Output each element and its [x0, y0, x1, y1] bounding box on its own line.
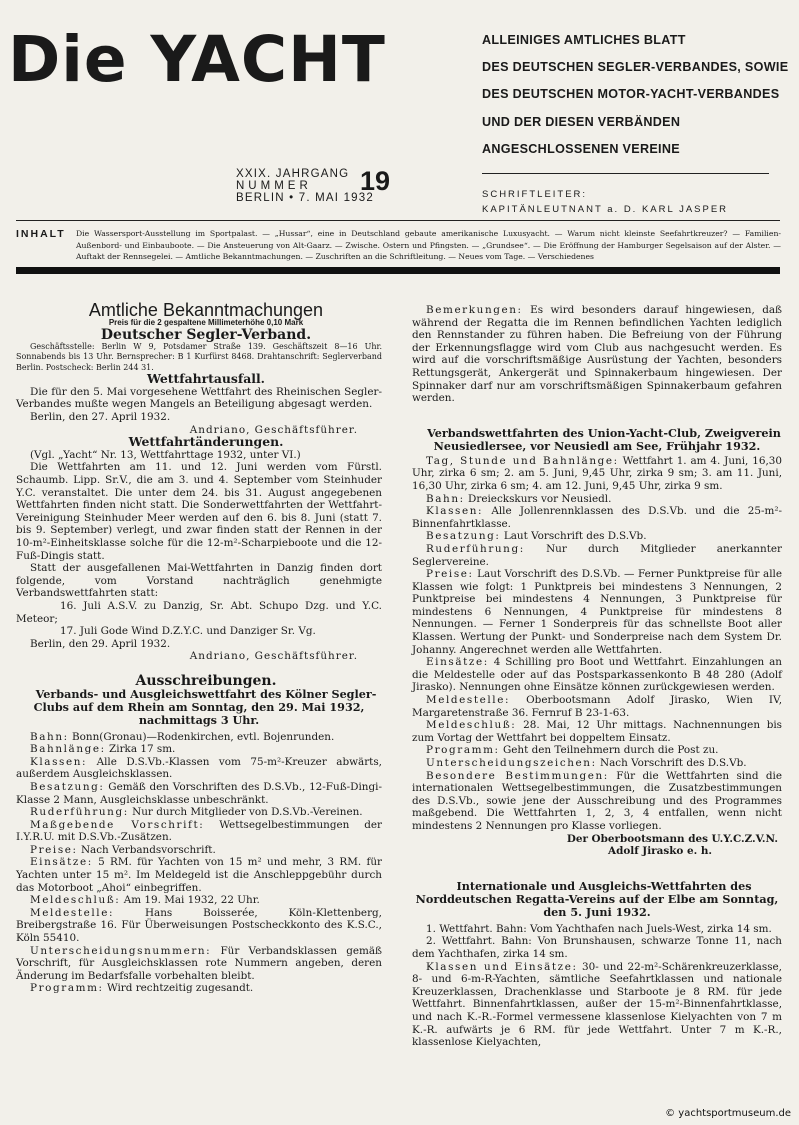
dsv-heading: Deutscher Segler-Verband.	[100, 327, 312, 344]
entry-text: Gemäß den Vorschriften des D.S.Vb., 12-Fuß-Dingi-Klasse 2 Mann, Ausgleichsklasse unbeschränkt.	[16, 780, 382, 806]
left-column	[16, 300, 382, 995]
subtitle-line: ALLEINIGES AMTLICHES BLATT	[482, 33, 686, 47]
entry-label: Besondere Bestimmungen:	[426, 769, 609, 782]
entry-text: Laut Vorschrift des D.S.Vb.	[503, 530, 647, 543]
dsv-info: Geschäftsstelle: Berlin W 9, Potsdamer Straße 139. Geschäftszeit 8—16 Uhr. Sonnabends bis 13 Uhr. Bernsprecher: B 1 Kurfürst 8468. Drahtanschrift: Seglerverband Berlin. Postscheck: Berlin 244 31.	[16, 341, 382, 372]
entry-label: Bemerkungen:	[426, 304, 523, 316]
entry-text: Laut Vorschrift des D.S.Vb. — Ferner Punktpreise für alle Klassen wie folgt: 1 Punktpreis bei mindestens 3 Nennungen, 2 Punktpreise bei mindestens 4 Nennungen, 3 Punktpreise für mindestens 6 Nennungen, 4 Punktpreise für mindestens 8 Nennungen. — Ferner 1 Sonderpreis für das schnellste Boot aller Klassen. Wertung der Punkt- und Sonderpreise nach dem System Dr. Johanny. Angerechnet werden alle Wettfahrten.	[412, 568, 782, 656]
entry-text: Es wird besonders darauf hingewiesen, daß während der Regatta die im Rennen befindlichen Yachten lediglich den Rennstander zu führen haben. Die Befreiung von der Führung der Erkennungsflagge wird vom Club aus nachgesucht werden. Es wird auf die vorschriftsmäßige Ausrüstung der Yachten, besonders Rettungsgerät, Ankergerät und Spinnakerbaum hingewiesen. Der Spinnaker darf nur am vorschriftsmäßigen Spinnakerbaum gefahren werden.	[412, 304, 782, 405]
event-heading: Verbands- und Ausgleichswettfahrt des Kölner Segler-Clubs auf dem Rhein am Sonntag, den 29. Mai 1932, nachmittags 3 Uhr.	[33, 686, 377, 727]
entry-label: Preise:	[30, 843, 78, 856]
masthead-subtitle	[482, 30, 792, 166]
entry	[16, 743, 382, 756]
paragraph: Die für den 5. Mai vorgesehene Wettfahrt des Rheinischen Segler-Verbandes mußte wegen Mangels an Beteiligung abgesagt werden.	[16, 385, 382, 411]
entry-text: Am 19. Mai 1932, 22 Uhr.	[123, 894, 260, 907]
signature: Andriano, Geschäftsführer.	[189, 423, 358, 436]
entry-label: Klassen:	[426, 505, 484, 518]
entry-label: Meldeschluß:	[30, 894, 121, 907]
entry-label: Besatzung:	[30, 780, 105, 793]
entry-text: Hans Boisserée, Köln-Klettenberg, Breibergstraße 16. Für Überweisungen Postscheckkonto des K.S.C., Köln 55410.	[16, 906, 382, 945]
entry-text: Nach Verbandsvorschrift.	[80, 843, 216, 856]
entry-label: Besatzung:	[426, 530, 501, 543]
entry-label: Unterscheidungszeichen:	[426, 757, 597, 769]
entry-label: Unterscheidungsnummern:	[30, 944, 212, 957]
entry	[16, 844, 382, 857]
entry	[16, 806, 382, 819]
list-item: 16. Juli A.S.V. zu Danzig, Sr. Abt. Schupo Dzg. und Y.C. Meteor;	[16, 599, 382, 625]
entry-label: Preise:	[426, 568, 474, 581]
paragraph: Statt der ausgefallenen Mai-Wettfahrten in Danzig finden dort folgende, vom Vorstand nachträglich genehmigte Verbandswettfahrten statt:	[16, 562, 382, 600]
entry	[412, 694, 782, 719]
reference: (Vgl. „Yacht“ Nr. 13, Wettfahrttage 1932, unter VI.)	[30, 448, 301, 461]
entry-label: Klassen:	[30, 755, 88, 768]
entry	[16, 894, 382, 907]
entry	[16, 907, 382, 945]
right-column	[412, 304, 782, 1049]
place-date: BERLIN • 7. MAI 1932	[236, 192, 374, 204]
price-note: Preis für die 2 gespaltene Millimeterhöhe 0,10 Mark	[108, 317, 304, 327]
entry-text: Für die Wettfahrten sind die internationalen Wettsegelbestimmungen, die Zusatzbestimmungen des D.S.Vb., sowie jene der Ausschreibung und des Programmes maßgebend. Die Wettfahrten 1, 2, 3, 4 entfallen, wenn nicht mindestens 2 Nennungen pro Klasse vorliegen.	[412, 769, 782, 832]
section-heading: Wettfahrtausfall.	[147, 371, 265, 387]
entry-label: Klassen und Einsätze:	[426, 960, 578, 973]
signature: Adolf Jirasko e. h.	[608, 845, 712, 858]
entry-text: 30- und 22-m²-Schärenkreuzerklasse, 8- und 6-m-R-Yachten, sämtliche Seefahrtklassen und nationale Kreuzerklassen, Drachenklasse und Starboote je 8 RM. für jede Wettfahrt. Binnenfahrtklassen, außer der 15-m²-Binnenfahrtklasse, und nach K.-R.-Formel vermessene klassenlose Kielyachten von 7 m K.-R. aufwärts je 6 RM. für jede Wettfahrt. Unter 7 m K.-R., klassenlose Kielyachten,	[412, 960, 782, 1049]
entry	[412, 568, 782, 656]
entry	[412, 493, 782, 506]
entry	[412, 719, 782, 744]
list-item: 17. Juli Gode Wind D.Z.Y.C. und Danziger Sr. Vg.	[60, 625, 316, 638]
entry-label: Meldeschluß:	[426, 719, 517, 732]
watermark: © yachtsportmuseum.de	[665, 1108, 791, 1119]
entry-text: Geht den Teilnehmern durch die Post zu.	[502, 744, 719, 757]
entry-label: Programm:	[30, 982, 104, 995]
event-heading: Internationale und Ausgleichs-Wettfahrten des Norddeutschen Regatta-Vereins auf der Elbe am Sonntag, den 5. Juni 1932.	[415, 878, 779, 919]
entry-text: Nach Vorschrift des D.S.Vb.	[600, 757, 747, 769]
entry	[412, 757, 782, 770]
volume: XXIX. JAHRGANG	[236, 168, 350, 180]
entry-text: Bonn(Gronau)—Rodenkirchen, evtl. Bojenrunden.	[72, 730, 335, 743]
entry	[412, 530, 782, 543]
subtitle-line: DES DEUTSCHEN MOTOR-YACHT-VERBANDES	[482, 87, 780, 102]
entry	[412, 505, 782, 530]
date-line: Berlin, den 27. April 1932.	[30, 411, 171, 424]
entry-label: Ruderführung:	[426, 542, 525, 555]
date-line: Berlin, den 29. April 1932.	[30, 637, 171, 650]
page-title: Amtliche Bekanntmachungen	[88, 300, 324, 320]
number-label: NUMMER	[236, 180, 312, 192]
entry-label: Maßgebende Vorschrift:	[30, 818, 205, 831]
entry-label: Einsätze:	[30, 856, 93, 869]
entry	[16, 731, 382, 744]
entry-text: 28. Mai, 12 Uhr mittags. Nachnennungen bis zum Vortag der Wettfahrt bei doppeltem Einsatz.	[412, 719, 783, 744]
entry-text: 4 Schilling pro Boot und Wettfahrt. Einzahlungen an die Meldestelle oder auf das Postsparkassenkonto B 48 280 (Adolf Jirasko). Nennungen ohne Einsätze können zurückgewiesen werden.	[412, 656, 782, 694]
entry-text: Wird rechtzeitig zugesandt.	[106, 982, 254, 995]
entry-label: Bahn:	[426, 492, 465, 505]
issue-number: 19	[360, 166, 391, 196]
editor-name: KAPITÄNLEUTNANT a. D. KARL JASPER	[482, 204, 729, 215]
subtitle-line: UND DER DIESEN VERBÄNDEN	[482, 114, 681, 129]
subtitle-line: DES DEUTSCHEN SEGLER-VERBANDES, SOWIE	[482, 60, 789, 75]
entry-text: Nur durch Mitglieder von D.S.Vb.-Vereinen.	[132, 806, 363, 819]
entry	[412, 304, 782, 405]
section-heading: Ausschreibungen.	[135, 672, 277, 689]
divider	[16, 220, 780, 221]
contents-text: Die Wassersport-Ausstellung im Sportpalast. — „Hussar“, eine in Deutschland gebaute amerikanische Luxusyacht. — Warum nicht kleinste Seefahrtkreuzer? — Familien-Außenbord- und Einbauboote. — Die Ansteuerung von Alt-Gaarz. — Zwische. Ostern und Pfingsten. — „Grundsee“. — Die Eröffnung der Hamburger Segelsaison auf der Alster. — Auftakt der Rennsegelei. — Amtliche Bekanntmachungen. — Zuschriften an die Schriftleitung. — Neues vom Tage. — Verschiedenes	[76, 229, 781, 261]
section-heading: Wettfahrtänderungen.	[128, 434, 284, 450]
paragraph: Die Wettfahrten am 11. und 12. Juni werden vom Fürstl. Schaumb. Lipp. Sr.V., die am 3. und 4. September vom Steinhuder Y.C. veranstaltet. Die unter dem 24. bis 31. August angegebenen Wettfahrten finden nicht statt. Die Sonderwettfahrten der Wettfahrt-Vereinigung Steinhuder Meer werden auf den 6. bis 8. Juni (statt 7. bis 9. September) verlegt, und zwar finden statt der Rennen in der 10-m²-Einheitsklasse solche für die 12-m²-Scharpieboote und die 12-Fuß-Dingis statt.	[16, 461, 382, 562]
signature: Der Oberbootsmann des U.Y.C.Z.V.N.	[566, 832, 778, 845]
entry	[16, 982, 382, 995]
paragraph: 2. Wettfahrt. Bahn: Von Brunshausen, schwarze Tonne 11, nach dem Yachthafen, zirka 14 sm.	[412, 935, 782, 960]
entry	[412, 961, 782, 1049]
entry-text: Zirka 17 sm.	[109, 743, 176, 756]
issue-info	[236, 168, 396, 204]
entry	[412, 744, 782, 757]
entry-text: Alle Jollenrennklassen des D.S.Vb. und die 25-m²-Binnenfahrtklasse.	[412, 505, 783, 530]
entry-text: Alle D.S.Vb.-Klassen vom 75-m²-Kreuzer abwärts, außerdem Ausgleichsklassen.	[16, 755, 382, 781]
subtitle-line: ANGESCHLOSSENEN VEREINE	[482, 141, 680, 156]
entry-label: Einsätze:	[426, 656, 489, 669]
divider	[482, 173, 769, 174]
entry	[412, 770, 782, 833]
entry-label: Meldestelle:	[426, 694, 511, 707]
entry	[16, 819, 382, 844]
signature: Andriano, Geschäftsführer.	[189, 650, 358, 663]
entry-text: Oberbootsmann Adolf Jirasko, Wien IV, Margaretenstraße 36. Fernruf B 23-1-63.	[412, 694, 782, 719]
logo: Die YACHT	[8, 23, 386, 96]
event-heading: Verbandswettfahrten des Union-Yacht-Club, Zweigverein Neusiedlersee, vor Neusiedl am See, Frühjahr 1932.	[427, 425, 781, 453]
editor-label: SCHRIFTLEITER:	[482, 189, 588, 200]
entry-label: Programm:	[426, 744, 500, 757]
entry	[412, 455, 782, 493]
entry	[412, 543, 782, 568]
entry-text: Nur durch Mitglieder anerkannter Seglervereine.	[412, 542, 782, 568]
entry	[16, 781, 382, 806]
paragraph: 1. Wettfahrt. Bahn: Vom Yachthafen nach Juels-West, zirka 14 sm.	[426, 922, 772, 935]
entry	[16, 856, 382, 894]
editor-info	[482, 187, 782, 217]
entry-text: Für Verbandsklassen gemäß Vorschrift, für Ausgleichsklassen rote Nummern angeben, deren Änderung im Bedarfsfalle vorbehalten bleibt.	[16, 944, 382, 982]
entry-label: Ruderführung:	[30, 806, 129, 819]
entry-label: Tag, Stunde und Bahnlänge:	[426, 454, 619, 467]
entry	[16, 945, 382, 983]
entry-label: Bahnlänge:	[30, 743, 106, 756]
entry-text: 5 RM. für Yachten von 15 m² und mehr, 3 RM. für Yachten unter 15 m². Im Meldegeld ist die Anschleppgebühr durch das Motorboot „Ahoi“ einbegriffen.	[16, 856, 382, 894]
entry-text: Wettfahrt 1. am 4. Juni, 16,30 Uhr, zirka 6 sm; 2. am 5. Juni, 9,45 Uhr, zirka 9 sm; 3. am 11. Juni, 16,30 Uhr, zirka 6 sm; 4. am 12. Juni, 9,45 Uhr, zirka 9 sm.	[412, 454, 782, 492]
entry	[412, 656, 782, 694]
entry-text: Wettsegelbestimmungen der I.Y.R.U. mit D.S.Vb.-Zusätzen.	[16, 818, 382, 844]
entry-text: Dreieckskurs vor Neusiedl.	[468, 492, 612, 505]
entry	[16, 756, 382, 781]
contents-label: INHALT	[16, 228, 66, 240]
entry-label: Bahn:	[30, 730, 69, 743]
entry-label: Meldestelle:	[30, 906, 115, 919]
thick-rule	[16, 267, 780, 274]
